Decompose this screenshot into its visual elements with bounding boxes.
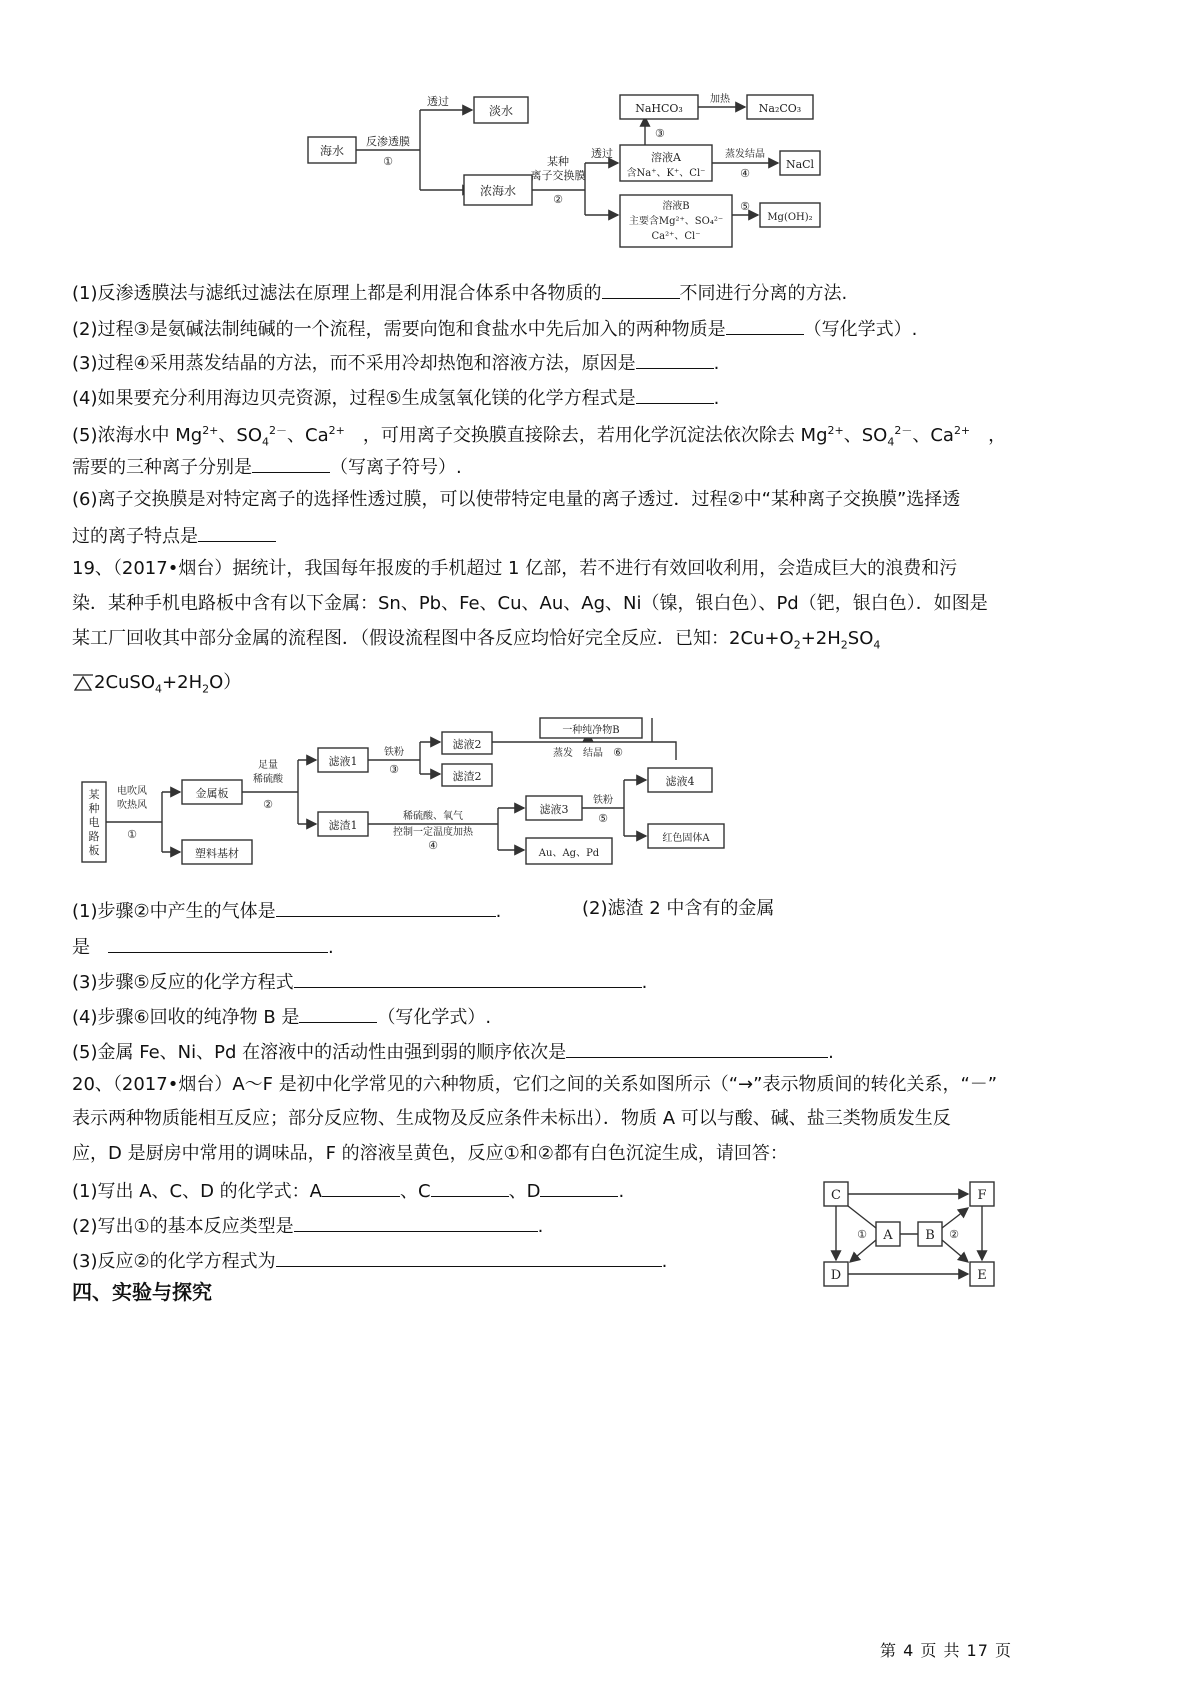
q19-part2: (2)滤渣 2 中含有的金属 xyxy=(582,898,775,919)
answer-blank[interactable] xyxy=(198,521,276,542)
svg-text:Au、Ag、Pd: Au、Ag、Pd xyxy=(538,848,600,859)
svg-text:⑤: ⑤ xyxy=(598,812,608,825)
q19-stem-line3: 某工厂回收其中部分金属的流程图．（假设流程图中各反应均恰好完全反应．已知：$2Cu+O_2+2H_2SO_4$ xyxy=(72,628,881,652)
q18-part5: (5)浓海水中 $Mg^{2+}$、$SO_4^{2-}$、$Ca^{2+}$ ，可用离子交换膜直接除去，若用化学沉淀法依次除去 $Mg^{2+}$、$SO_4^{2-}$、$Ca^{2+}$ ， xyxy=(72,424,1007,449)
q20-stem-line3: 应，D 是厨房中常用的调味品，F 的溶液呈黄色，反应①和②都有白色沉淀生成，请回答： xyxy=(72,1143,788,1164)
svg-text:透过: 透过 xyxy=(427,95,449,108)
svg-text:②: ② xyxy=(553,193,563,206)
q19-stem-line1: 19、（2017•烟台）据统计，我国每年报废的手机超过 1 亿部，若不进行有效回收利用，会造成巨大的浪费和污 xyxy=(72,558,958,579)
svg-text:溶液B: 溶液B xyxy=(662,201,690,212)
answer-blank[interactable] xyxy=(276,1246,662,1267)
svg-text:稀硫酸: 稀硫酸 xyxy=(253,774,283,785)
section-heading: 四、实验与探究 xyxy=(72,1280,212,1304)
answer-blank[interactable] xyxy=(602,278,680,299)
svg-text:主要含Mg²⁺、SO₄²⁻: 主要含Mg²⁺、SO₄²⁻ xyxy=(628,216,724,227)
answer-blank[interactable] xyxy=(322,1176,400,1197)
svg-text:足量: 足量 xyxy=(258,760,278,771)
nahco3: NaHCO₃ xyxy=(635,102,683,115)
pure-substance-b: 一种纯净物B xyxy=(562,725,620,736)
svg-text:红色固体A: 红色固体A xyxy=(662,833,710,844)
svg-text:铁粉: 铁粉 xyxy=(593,795,613,806)
svg-text:种: 种 xyxy=(88,802,100,815)
svg-text:蒸发 结晶: 蒸发 结晶 xyxy=(553,748,603,759)
heat-triangle-icon xyxy=(72,673,94,693)
svg-text:反渗透膜: 反渗透膜 xyxy=(366,135,410,148)
q19-part2-line2: 是 . xyxy=(72,932,334,961)
svg-text:D: D xyxy=(830,1268,842,1283)
svg-text:滤渣1: 滤渣1 xyxy=(328,819,358,832)
svg-text:含Na⁺、K⁺、Cl⁻: 含Na⁺、K⁺、Cl⁻ xyxy=(626,168,706,179)
answer-blank[interactable] xyxy=(636,383,714,404)
svg-text:滤渣2: 滤渣2 xyxy=(452,770,482,783)
svg-text:加热: 加热 xyxy=(710,94,730,105)
svg-text:Ca²⁺、Cl⁻: Ca²⁺、Cl⁻ xyxy=(651,231,701,242)
nacl: NaCl xyxy=(785,158,815,171)
q20-stem-line1: 20、（2017•烟台）A～F 是初中化学常见的六种物质，它们之间的关系如图所示（“→”表示物质间的转化关系，“－” xyxy=(72,1074,998,1095)
svg-text:某: 某 xyxy=(88,788,100,801)
svg-text:②: ② xyxy=(949,1228,959,1241)
svg-text:④: ④ xyxy=(740,167,750,180)
q19-stem-line4: $2CuSO_4+2H_2O$） xyxy=(72,670,241,703)
answer-blank[interactable] xyxy=(431,1176,509,1197)
na2co3: Na₂CO₃ xyxy=(758,102,802,115)
q20-part2: (2)写出①的基本反应类型是 . xyxy=(72,1211,543,1240)
svg-text:③: ③ xyxy=(655,127,665,140)
substance-relation-diagram xyxy=(820,1178,1010,1290)
q19-part1: (1)步骤②中产生的气体是 . xyxy=(72,896,501,925)
q18-part3: (3)过程④采用蒸发结晶的方法，而不采用冷却热饱和溶液方法，原因是 . xyxy=(72,348,719,377)
svg-text:①: ① xyxy=(857,1228,867,1241)
svg-text:C: C xyxy=(831,1188,841,1203)
svg-text:稀硫酸、氧气: 稀硫酸、氧气 xyxy=(403,811,463,822)
fresh-water: 淡水 xyxy=(488,104,514,118)
svg-text:铁粉: 铁粉 xyxy=(384,747,404,758)
q19-part5: (5)金属 Fe、Ni、Pd 在溶液中的活动性由强到弱的顺序依次是 . xyxy=(72,1037,834,1066)
svg-text:A: A xyxy=(883,1228,893,1243)
q18-part4: (4)如果要充分利用海边贝壳资源，过程⑤生成氢氧化镁的化学方程式是 . xyxy=(72,383,719,412)
q18-part6-line2: 过的离子特点是 xyxy=(72,521,276,550)
q20-part3: (3)反应②的化学方程式为 . xyxy=(72,1246,667,1275)
svg-text:E: E xyxy=(977,1268,987,1283)
svg-text:②: ② xyxy=(263,798,273,811)
svg-text:⑥: ⑥ xyxy=(613,746,623,759)
seawater-label: 海水 xyxy=(319,144,345,158)
plastic-base: 塑料基材 xyxy=(195,847,239,860)
svg-text:⑤: ⑤ xyxy=(740,200,750,213)
svg-text:路: 路 xyxy=(88,830,100,843)
svg-text:③: ③ xyxy=(389,763,399,776)
mgoh2: Mg(OH)₂ xyxy=(767,212,813,223)
q19-part4: (4)步骤⑥回收的纯净物 B 是 （写化学式）. xyxy=(72,1002,491,1031)
answer-blank[interactable] xyxy=(299,1002,377,1023)
q19-part3: (3)步骤⑤反应的化学方程式 . xyxy=(72,967,647,996)
q20-part1: (1)写出 A、C、D 的化学式：A 、C 、D . xyxy=(72,1176,624,1205)
answer-blank[interactable] xyxy=(294,1211,538,1232)
q19-stem-line2: 染．某种手机电路板中含有以下金属：Sn、Pb、Fe、Cu、Au、Ag、Ni（镍，银白色）、Pd（钯，银白色）．如图是 xyxy=(72,593,988,614)
q18-part6: (6)离子交换膜是对特定离子的选择性透过膜，可以使带特定电量的离子透过．过程②中“某种离子交换膜”选择透 xyxy=(72,489,961,510)
svg-text:板: 板 xyxy=(88,844,100,857)
svg-text:控制一定温度加热: 控制一定温度加热 xyxy=(393,827,473,838)
circuit-board-recycling-diagram xyxy=(78,712,758,870)
q20-stem-line2: 表示两种物质能相互反应；部分反应物、生成物及反应条件未标出）．物质 A 可以与酸、碱、盐三类物质发生反 xyxy=(72,1108,951,1129)
answer-blank[interactable] xyxy=(276,896,496,917)
svg-text:①: ① xyxy=(127,828,137,841)
svg-text:透过: 透过 xyxy=(591,147,613,160)
svg-text:①: ① xyxy=(383,155,393,168)
svg-text:蒸发结晶: 蒸发结晶 xyxy=(725,149,765,160)
svg-text:电: 电 xyxy=(88,816,100,829)
answer-blank[interactable] xyxy=(726,314,804,335)
answer-blank[interactable] xyxy=(294,967,642,988)
answer-blank[interactable] xyxy=(540,1176,618,1197)
svg-text:电吹风: 电吹风 xyxy=(117,786,147,797)
svg-text:④: ④ xyxy=(428,839,438,852)
svg-text:F: F xyxy=(977,1188,987,1203)
q18-part5-line2: 需要的三种离子分别是 （写离子符号）. xyxy=(72,452,462,481)
svg-text:吹热风: 吹热风 xyxy=(117,800,147,811)
q18-part1: (1)反渗透膜法与滤纸过滤法在原理上都是利用混合体系中各物质的 不同进行分离的方法. xyxy=(72,278,847,307)
answer-blank[interactable] xyxy=(566,1037,828,1058)
seawater-flow-diagram xyxy=(300,85,840,255)
page-footer: 第 4 页 共 17 页 xyxy=(880,1641,1012,1660)
concentrated-seawater: 浓海水 xyxy=(479,184,517,198)
answer-blank[interactable] xyxy=(252,452,330,473)
svg-text:滤液3: 滤液3 xyxy=(539,803,569,816)
svg-text:某种: 某种 xyxy=(547,155,569,168)
svg-text:滤液2: 滤液2 xyxy=(452,738,482,751)
q18-part2: (2)过程③是氨碱法制纯碱的一个流程，需要向饱和食盐水中先后加入的两种物质是 （写化学式）. xyxy=(72,314,917,343)
svg-text:B: B xyxy=(925,1228,935,1243)
answer-blank[interactable] xyxy=(636,348,714,369)
answer-blank[interactable] xyxy=(108,932,328,953)
svg-text:滤液1: 滤液1 xyxy=(328,755,358,768)
svg-text:滤液4: 滤液4 xyxy=(665,775,695,788)
svg-text:离子交换膜: 离子交换膜 xyxy=(530,169,586,182)
svg-text:溶液A: 溶液A xyxy=(651,151,681,164)
metal-plate: 金属板 xyxy=(195,787,229,800)
